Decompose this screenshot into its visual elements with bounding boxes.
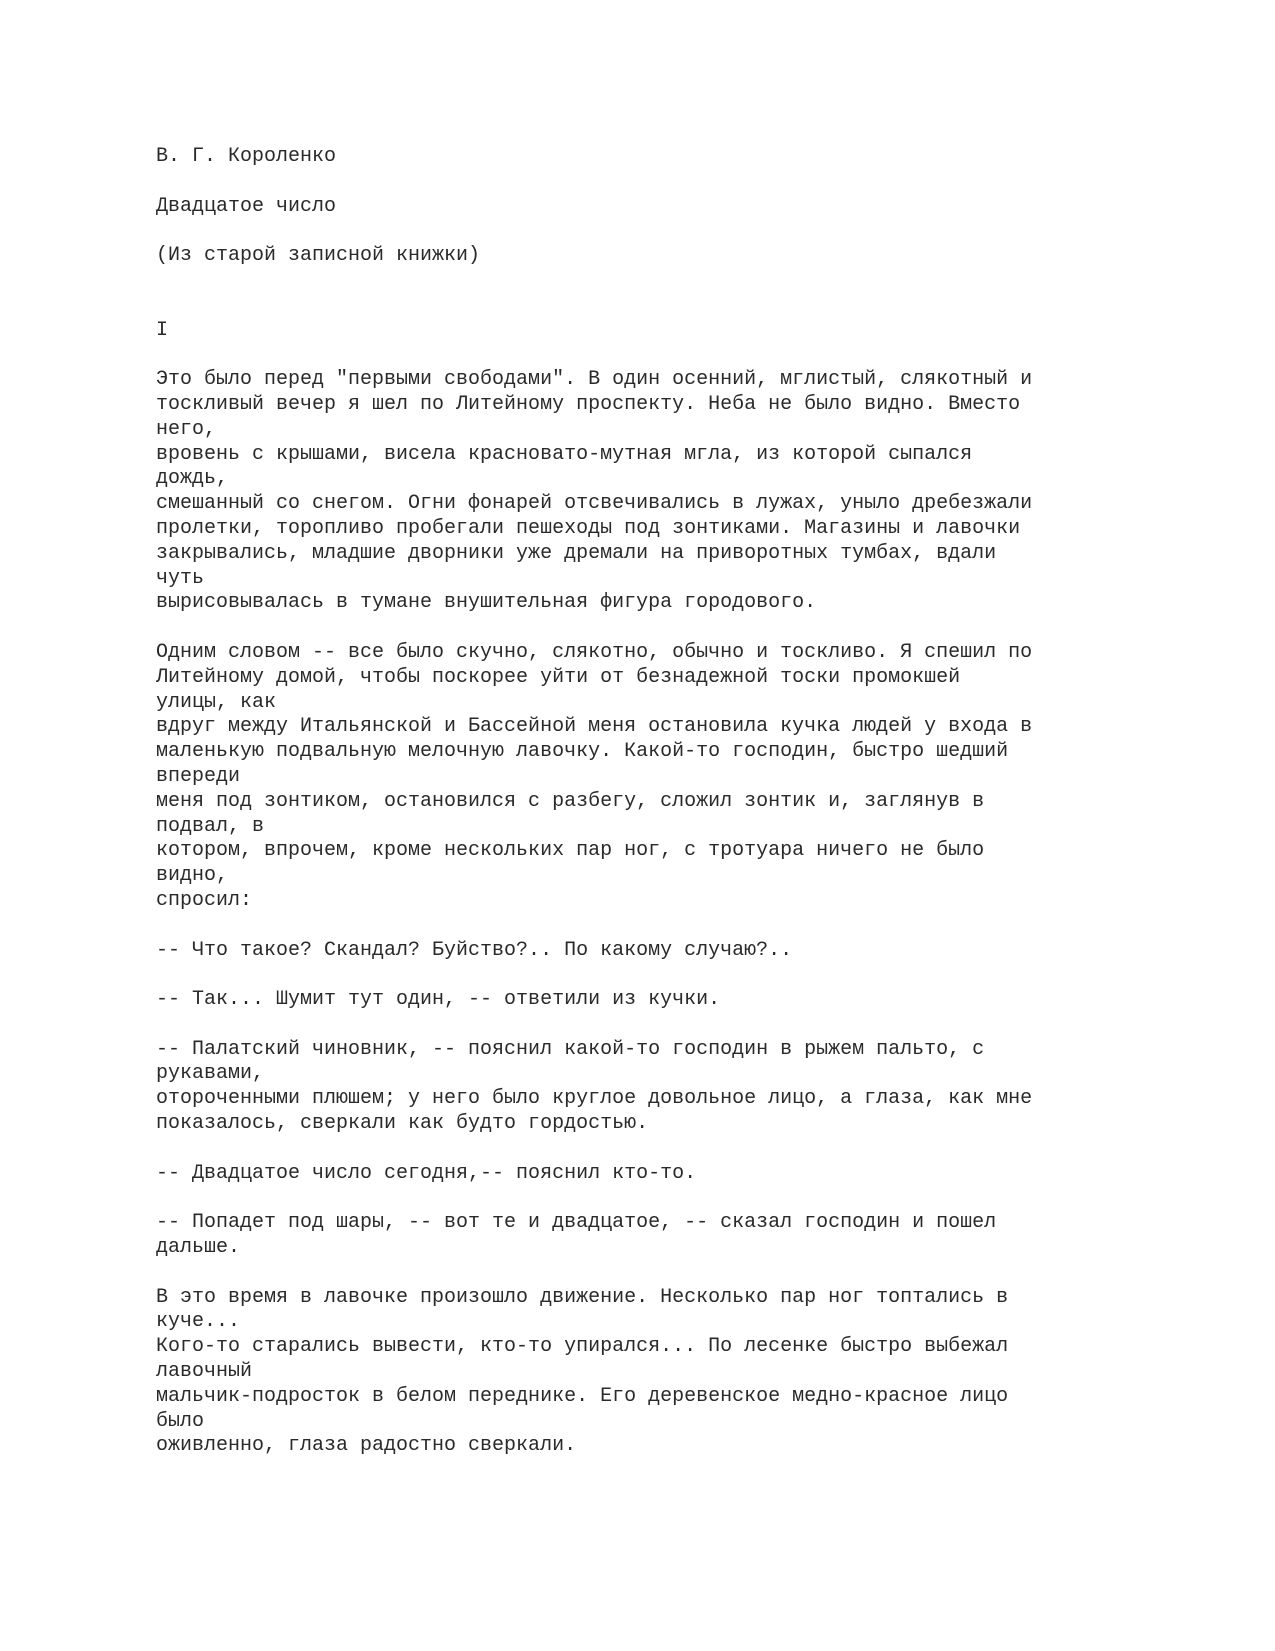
text-line: впереди (156, 764, 241, 788)
text-line: спросил: (156, 888, 253, 912)
text-line: В это время в лавочке произошло движение. Несколько пар ног топтались в (156, 1285, 1009, 1309)
paragraph (156, 641, 1156, 914)
text-line: Это было перед "первыми свободами". В один осенний, мглистый, слякотный и (156, 368, 1033, 392)
text-line: куче... (156, 1310, 241, 1334)
text-line: оживленно, глаза радостно сверкали. (156, 1434, 577, 1458)
text-line: вдруг между Итальянской и Бассейной меня остановила кучка людей у входа в (156, 715, 1033, 739)
paragraph (156, 988, 1156, 1013)
text-line: котором, впрочем, кроме нескольких пар ног, с тротуара ничего не было (156, 839, 985, 863)
text-line: дождь, (156, 467, 229, 491)
text-line: подвал, в (156, 814, 265, 838)
text-line: -- Так... Шумит тут один, -- ответили из кучки. (156, 988, 721, 1012)
text-line: Одним словом -- все было скучно, слякотно, обычно и тоскливо. Я спешил по (156, 640, 1033, 664)
text-line: Литейному домой, чтобы поскорее уйти от безнадежной тоски промокшей (156, 665, 961, 689)
text-line: него, (156, 417, 217, 441)
paragraph (156, 1038, 1156, 1137)
text-line: закрывались, младшие дворники уже дремали на приворотных тумбах, вдали (156, 541, 997, 565)
text-line: чуть (156, 566, 205, 590)
paragraph (156, 1162, 1156, 1187)
text-line: Кого-то старались вывести, кто-то упирался... По лесенке быстро выбежал (156, 1335, 1009, 1359)
text-line: мальчик-подросток в белом переднике. Его деревенское медно-красное лицо (156, 1384, 1009, 1408)
text-line: -- Двадцатое число сегодня,-- пояснил кто-то. (156, 1161, 697, 1185)
text-line: лавочный (156, 1360, 253, 1384)
text-line: дальше. (156, 1236, 241, 1260)
paragraph (156, 368, 1156, 616)
document-body (156, 145, 1156, 1459)
paragraph (156, 1286, 1156, 1460)
text-line: -- Попадет под шары, -- вот те и двадцатое, -- сказал господин и пошел (156, 1211, 997, 1235)
text-line: вровень с крышами, висела красновато-мутная мгла, из которой сыпался (156, 442, 973, 466)
text-line: вырисовывалась в тумане внушительная фигура городового. (156, 591, 817, 615)
text-line: показалось, сверкали как будто гордостью. (156, 1112, 649, 1136)
text-line: -- Что такое? Скандал? Буйство?.. По какому случаю?.. (156, 938, 793, 962)
title-line: Двадцатое число (156, 194, 337, 218)
text-line: отороченными плюшем; у него было круглое довольное лицо, а глаза, как мне (156, 1087, 1033, 1111)
text-line: рукавами, (156, 1062, 265, 1086)
subtitle-line: (Из старой записной книжки) (156, 244, 481, 268)
text-line: -- Палатский чиновник, -- пояснил какой-то господин в рыжем пальто, с (156, 1037, 985, 1061)
paragraph (156, 1211, 1156, 1261)
text-line: тоскливый вечер я шел по Литейному проспекту. Неба не было видно. Вместо (156, 392, 1021, 416)
text-line: пролетки, торопливо пробегали пешеходы под зонтиками. Магазины и лавочки (156, 516, 1021, 540)
text-line: меня под зонтиком, остановился с разбегу, сложил зонтик и, заглянув в (156, 789, 985, 813)
text-line: видно, (156, 864, 229, 888)
text-line: маленькую подвальную мелочную лавочку. Какой-то господин, быстро шедший (156, 740, 1009, 764)
text-line: смешанный со снегом. Огни фонарей отсвечивались в лужах, уныло дребезжали (156, 492, 1033, 516)
chapter-heading: I (156, 318, 169, 342)
paragraph (156, 939, 1156, 964)
text-line: улицы, как (156, 690, 277, 714)
text-line: было (156, 1409, 205, 1433)
author-line: В. Г. Короленко (156, 145, 337, 168)
